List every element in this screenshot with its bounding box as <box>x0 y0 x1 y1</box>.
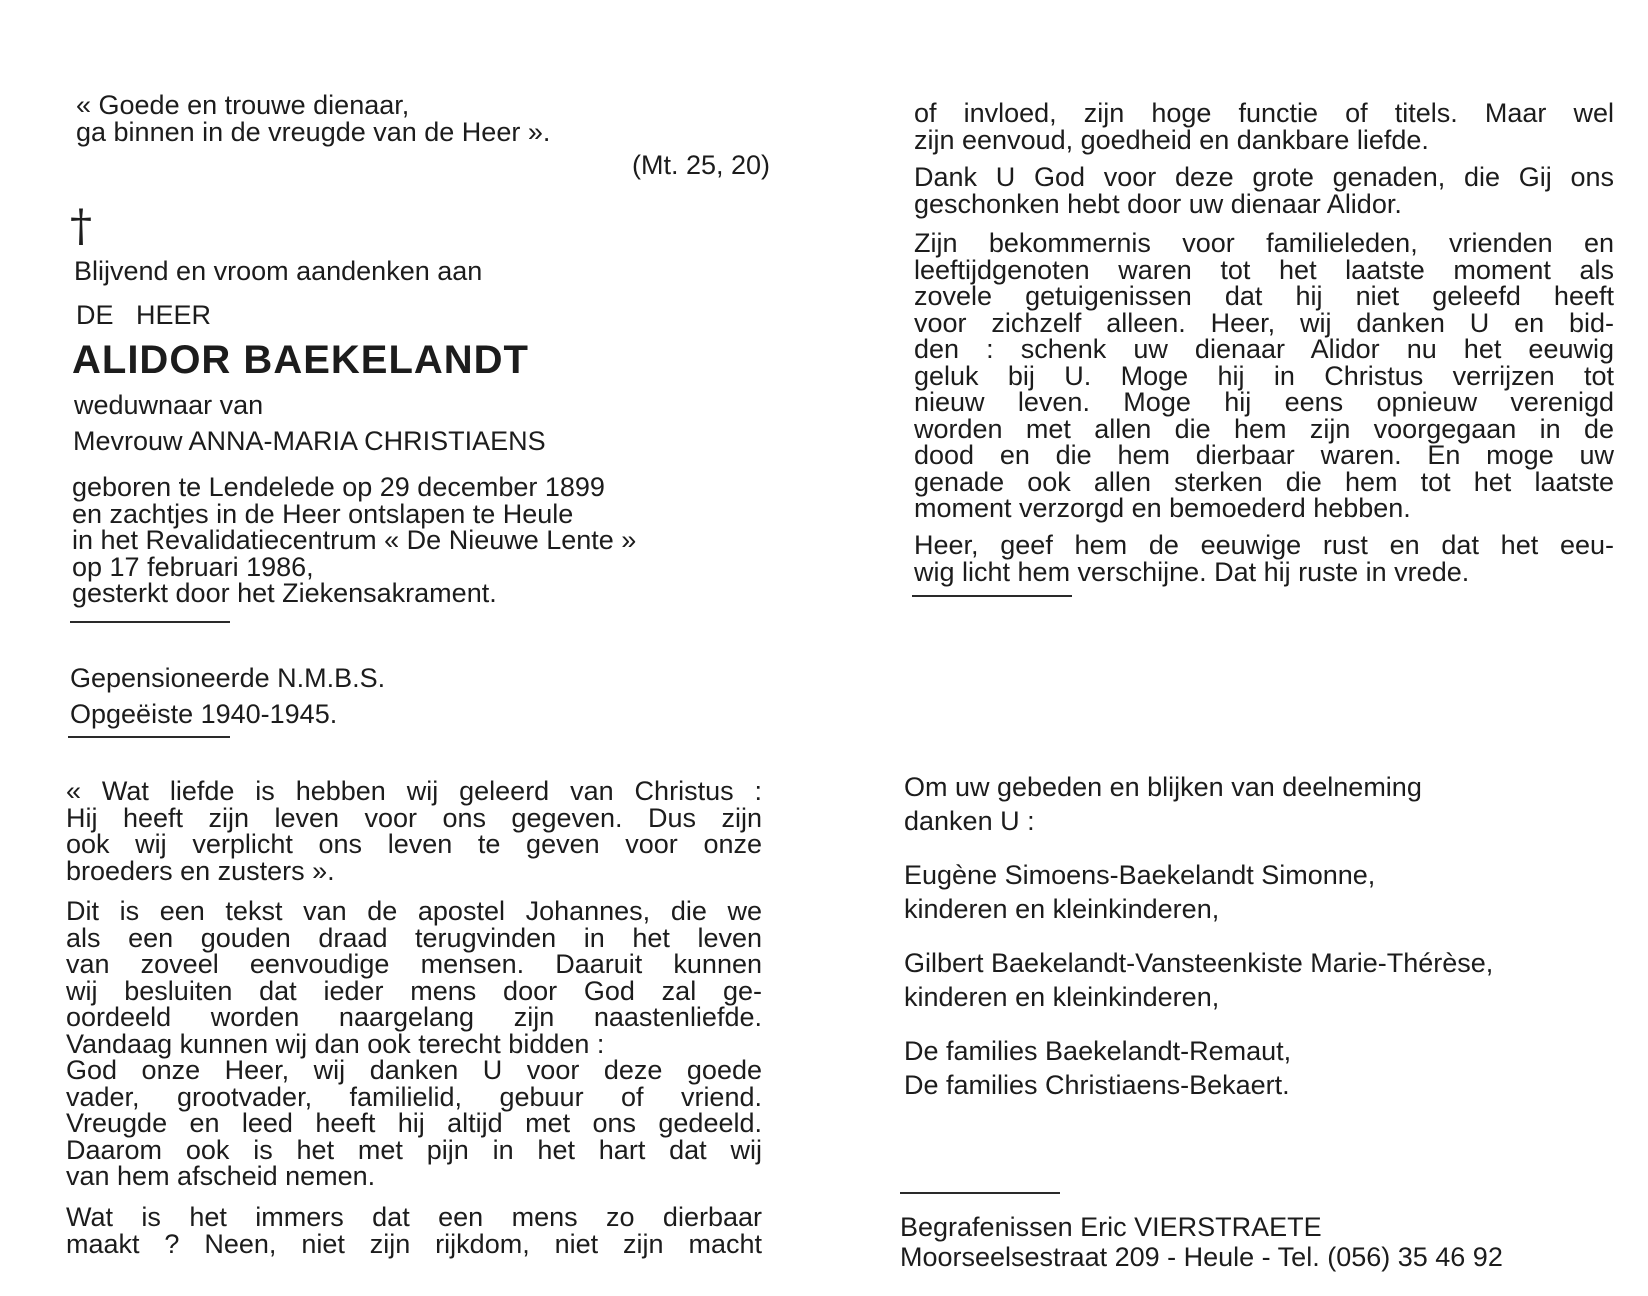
thanks-line: geschonken hebt door uw dienaar Alidor. <box>914 188 1402 219</box>
epigraph-reference: (Mt. 25, 20) <box>632 150 771 180</box>
paragraph-line: wij besluiten dat ieder mens door God zal ge- <box>66 975 762 1006</box>
quote-line: « Wat liefde is hebben wij geleerd van Christus : <box>66 776 762 806</box>
relation-text: weduwnaar van <box>74 390 264 420</box>
family-line: Eugène Simoens-Baekelandt Simonne, <box>904 860 1376 890</box>
paragraph-line: Daarom ook is het met pijn in het hart dat wij <box>66 1134 762 1165</box>
deceased-name: ALIDOR BAEKELANDT <box>72 338 529 382</box>
family-line: De families Christiaens-Bekaert. <box>904 1070 1290 1100</box>
paragraph-line: van zoveel eenvoudige mensen. Daaruit kunnen <box>66 949 762 979</box>
family-group <box>904 858 1375 926</box>
life-details <box>72 474 636 607</box>
concern-line: genade ook allen sterken die hem tot het laatste <box>914 466 1614 497</box>
divider <box>912 595 1072 597</box>
divider <box>68 736 230 738</box>
funeral-home-name: Begrafenissen Eric VIERSTRAETE <box>900 1212 1322 1242</box>
concern-line: moment verzorgd en bemoederd hebben. <box>914 493 1411 523</box>
closing-line: Wat is het immers dat een mens zo dierbaar <box>66 1202 762 1232</box>
concern-line: zovele getuigenissen dat hij niet geleefd heeft <box>914 281 1614 311</box>
epigraph-line: ga binnen in de vreugde van de Heer ». <box>76 116 551 147</box>
acknowledgement-line: danken U : <box>904 806 1035 836</box>
detail-line: in het Revalidatiecentrum « De Nieuwe Lente » <box>72 525 637 555</box>
epigraph-line: « Goede en trouwe dienaar, <box>76 90 410 120</box>
paragraph-line: vader, grootvader, familielid, gebuur of vriend. <box>66 1081 762 1112</box>
closing-line: maakt ? Neen, niet zijn rijkdom, niet zijn macht <box>66 1228 762 1259</box>
prayer-paragraph <box>914 532 1614 585</box>
right-page <box>824 0 1648 1296</box>
concern-line: worden met allen die hem zijn voorgegaan in de <box>914 413 1614 444</box>
prayer-line: Heer, geef hem de eeuwige rust en dat het eeu- <box>914 530 1614 560</box>
paragraph-line: als een gouden draad terugvinden in het leven <box>66 922 762 953</box>
detail-line: op 17 februari 1986, <box>72 551 314 582</box>
concern-paragraph <box>914 230 1614 522</box>
intro-text: Blijvend en vroom aandenken aan <box>74 256 483 286</box>
thanks-line: Dank U God voor deze grote genaden, die Gij ons <box>914 162 1614 192</box>
concern-line: leeftijdgenoten waren tot het laatste moment als <box>914 254 1614 285</box>
paragraph-line: Dit is een tekst van de apostel Johannes, die we <box>66 896 762 926</box>
family-line: De families Baekelandt-Remaut, <box>904 1036 1292 1066</box>
thanks-paragraph <box>914 164 1614 217</box>
reflection-paragraph <box>66 898 762 1190</box>
family-group <box>904 1034 1291 1102</box>
divider <box>900 1192 1060 1194</box>
occupation-line: Opgeëiste 1940-1945. <box>70 699 338 729</box>
divider <box>70 621 230 623</box>
funeral-home <box>900 1212 1503 1272</box>
concern-line: Zijn bekommernis voor familieleden, vrienden en <box>914 228 1614 258</box>
occupation <box>70 660 385 732</box>
quote-line: ook wij verplicht ons leven te geven voor onze <box>66 829 762 859</box>
concern-line: geluk bij U. Moge hij in Christus verrijzen tot <box>914 360 1614 391</box>
concern-line: voor zichzelf alleen. Heer, wij danken U en bid- <box>914 307 1614 338</box>
paragraph-line: Vreugde en leed heeft hij altijd met ons gedeeld. <box>66 1108 762 1138</box>
spouse-name: Mevrouw ANNA-MARIA CHRISTIAENS <box>73 426 546 456</box>
detail-line: en zachtjes in de Heer ontslapen te Heule <box>72 498 574 529</box>
continuation-paragraph <box>914 100 1614 153</box>
occupation-line: Gepensioneerde N.M.B.S. <box>70 663 386 693</box>
family-line: Gilbert Baekelandt-Vansteenkiste Marie-Thérèse, <box>904 948 1494 978</box>
paragraph-line: God onze Heer, wij danken U voor deze goede <box>66 1055 762 1085</box>
continuation-line: zijn eenvoud, goedheid en dankbare liefde. <box>914 124 1429 155</box>
family-line: kinderen en kleinkinderen, <box>904 894 1220 924</box>
detail-line: geboren te Lendelede op 29 december 1899 <box>72 472 605 502</box>
epigraph <box>76 92 550 145</box>
continuation-line: of invloed, zijn hoge functie of titels. Maar wel <box>914 98 1614 128</box>
scripture-quote <box>66 778 762 884</box>
funeral-home-address: Moorseelsestraat 209 - Heule - Tel. (056) 35 46 92 <box>900 1242 1503 1272</box>
quote-line: Hij heeft zijn leven voor ons gegeven. Dus zijn <box>66 802 762 833</box>
concern-line: nieuw leven. Moge hij eens opnieuw verenigd <box>914 387 1614 417</box>
honorific-title: DE HEER <box>76 300 212 330</box>
paragraph-line: Vandaag kunnen wij dan ook terecht bidden : <box>66 1028 605 1059</box>
family-group <box>904 946 1493 1014</box>
concern-line: dood en die hem dierbaar waren. En moge uw <box>914 440 1614 470</box>
cross-icon: † <box>70 201 92 252</box>
quote-line: broeders en zusters ». <box>66 855 335 886</box>
family-line: kinderen en kleinkinderen, <box>904 982 1220 1012</box>
prayer-line: wig licht hem verschijne. Dat hij ruste in vrede. <box>914 556 1470 587</box>
paragraph-line: van hem afscheid nemen. <box>66 1161 376 1191</box>
acknowledgement <box>904 770 1422 838</box>
detail-line: gesterkt door het Ziekensakrament. <box>72 578 497 608</box>
closing-paragraph <box>66 1204 762 1257</box>
acknowledgement-line: Om uw gebeden en blijken van deelneming <box>904 772 1422 802</box>
concern-line: den : schenk uw dienaar Alidor nu het eeuwig <box>914 334 1614 364</box>
paragraph-line: oordeeld worden naargelang zijn naastenliefde. <box>66 1002 762 1032</box>
